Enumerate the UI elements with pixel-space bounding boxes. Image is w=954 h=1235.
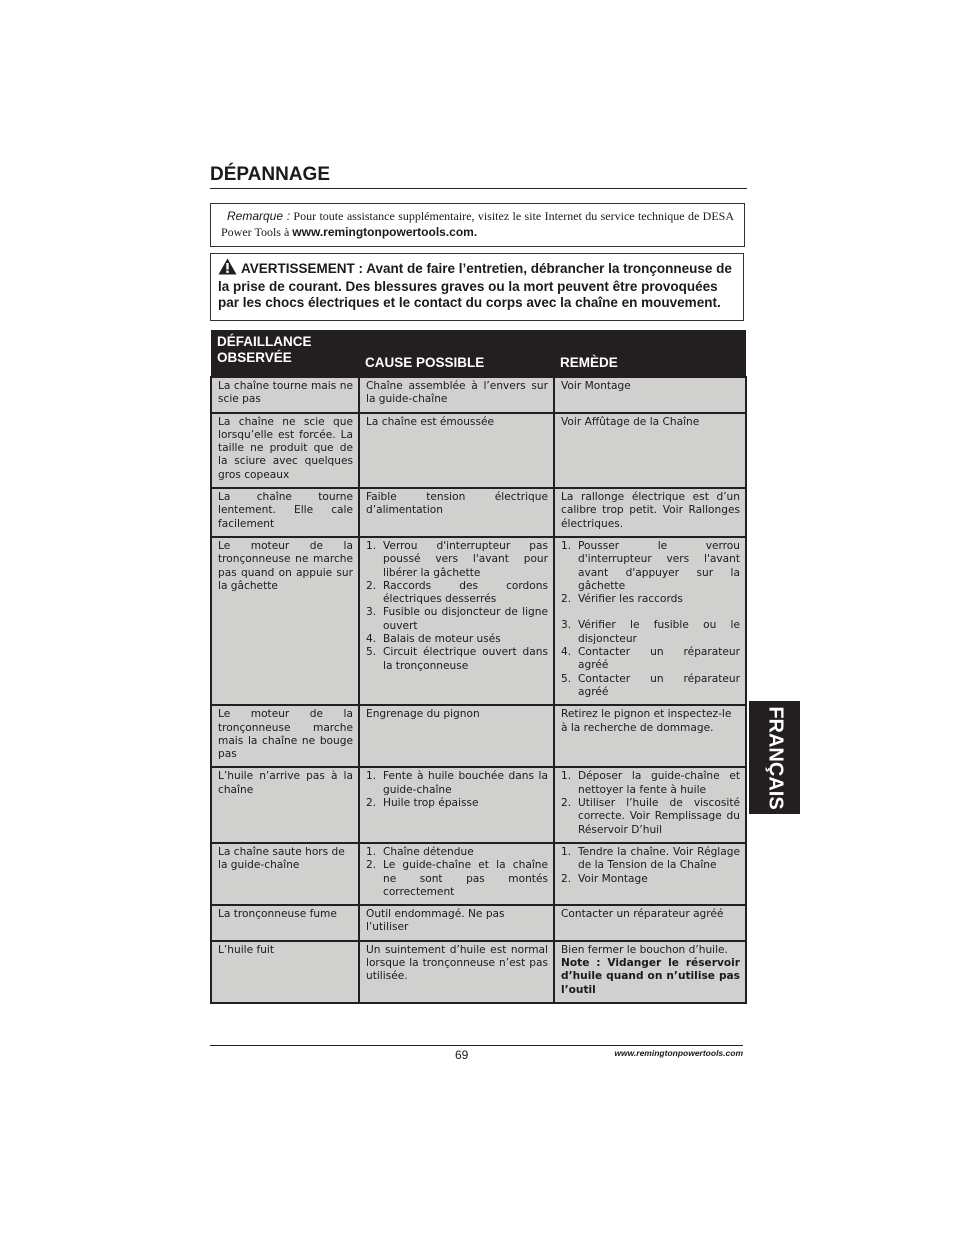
remede-cell (554, 843, 746, 905)
defaillance-cell: La chaîne tourne lentement. Elle cale facilement (211, 488, 359, 537)
language-label: FRANÇAIS (764, 705, 786, 810)
title-divider (210, 188, 747, 189)
remede-cell (554, 767, 746, 842)
defaillance-cell: L’huile fuit (211, 941, 359, 1003)
remede-cell (554, 537, 746, 705)
list-item: 1. Fente à huile bouchée dans la guide-chaîne (366, 770, 548, 796)
cause-cell (359, 767, 554, 842)
remede-text: Bien fermer le bouchon d’huile. (561, 943, 728, 956)
list-item: 2. Le guide-chaîne et la chaîne ne sont pas montés correctement (366, 859, 548, 898)
header-defaillance: DÉFAILLANCE OBSERVÉE (211, 330, 359, 377)
note-label: Remarque : (227, 209, 291, 223)
table-row (211, 377, 746, 413)
defaillance-cell: Le moteur de la tronçonneuse ne marche pas quand on appuie sur la gâchette (211, 537, 359, 705)
page-title: DÉPANNAGE (210, 164, 330, 185)
cause-cell: Outil endommagé. Ne pas l’utiliser (359, 905, 554, 941)
footer-divider (210, 1045, 743, 1046)
remede-note: Note : Vidanger le réservoir d’huile quand on n’utilise pas l’outil (561, 956, 740, 996)
cause-cell: Engrenage du pignon (359, 705, 554, 767)
list-item: 1. Verrou d'interrupteur pas poussé vers l'avant pour libérer la gâchette (366, 539, 548, 579)
header-remede: REMÈDE (554, 330, 746, 377)
list-item: 2. Voir Montage (561, 872, 648, 885)
table-row (211, 905, 746, 941)
defaillance-cell: La chaîne saute hors de la guide-chaîne (211, 843, 359, 905)
remede-cell (554, 941, 746, 1003)
list-item: 2. Huile trop épaisse (366, 797, 479, 810)
cause-cell: La chaîne est émoussée (359, 413, 554, 488)
list-item: 1. Tendre la chaîne. Voir Réglage de la Tension de la Chaîne (561, 845, 740, 872)
cause-cell (359, 537, 554, 705)
list-item: 5. Contacter un réparateur agréé (561, 672, 740, 698)
defaillance-cell: La chaîne tourne mais ne scie pas (211, 377, 359, 413)
table-row (211, 767, 746, 842)
warning-text: : Avant de faire l’entretien, débrancher la tronçonneuse de la prise de courant. Des blessures graves ou la mort peuvent être provoquées par les chocs électriques et le contact du corps avec la chaîne en mouvement. (218, 261, 732, 310)
remede-cell: La rallonge électrique est d’un calibre trop petit. Voir Rallonges électriques. (554, 488, 746, 537)
language-side-tab (749, 701, 800, 814)
warning-triangle-icon (218, 258, 237, 279)
note-url: www.remingtonpowertools.com. (292, 225, 478, 239)
remede-list (561, 770, 740, 836)
cause-list (366, 770, 548, 810)
remede-cell: Voir Montage (554, 377, 746, 413)
header-cause: CAUSE POSSIBLE (359, 330, 554, 377)
defaillance-cell: Le moteur de la tronçonneuse marche mais la chaîne ne bouge pas (211, 705, 359, 767)
cause-cell: Chaîne assemblée à l’envers sur la guide-chaîne (359, 377, 554, 413)
remede-cell: Contacter un réparateur agréé (554, 905, 746, 941)
cause-cell: Faible tension électrique d’alimentation (359, 488, 554, 537)
list-item: 2. Vérifier les raccords (561, 593, 683, 606)
table-row (211, 413, 746, 488)
list-item: 1. Chaîne détendue (366, 845, 474, 858)
remede-cell: Voir Affûtage de la Chaîne (554, 413, 746, 488)
table-row (211, 488, 746, 537)
list-item: 2. Raccords des cordons électriques desserrés (366, 579, 548, 606)
list-item: 4. Balais de moteur usés (366, 633, 501, 646)
list-item: 2. Utiliser l’huile de viscosité correcte. Voir Remplissage du Réservoir D’huil (561, 797, 740, 836)
cause-cell (359, 843, 554, 905)
troubleshooting-table (210, 330, 747, 1004)
table-header-row (211, 330, 746, 377)
list-item: 1. Pousser le verrou d'interrupteur vers l'avant avant d'appuyer sur la gâchette (561, 539, 740, 592)
defaillance-cell: L’huile n’arrive pas à la chaîne (211, 767, 359, 842)
remede-cell: Retirez le pignon et inspectez-le à la recherche de dommage. (554, 705, 746, 767)
table-row (211, 705, 746, 767)
list-item: 4. Contacter un réparateur agréé (561, 646, 740, 672)
defaillance-cell: La tronçonneuse fume (211, 905, 359, 941)
list-item: 5. Circuit électrique ouvert dans la tronçonneuse (366, 646, 548, 672)
cause-list (366, 846, 548, 899)
remede-list (561, 540, 740, 699)
warning-box (210, 253, 744, 321)
cause-list (366, 540, 548, 673)
footer-url: www.remingtonpowertools.com (614, 1048, 743, 1058)
table-row (211, 537, 746, 705)
list-item: 3. Vérifier le fusible ou le disjoncteur (561, 619, 740, 645)
note-text: Pour toute assistance supplémentaire, visitez le site Internet du service technique de DESA Power Tools à (221, 209, 734, 239)
table-row (211, 843, 746, 905)
page-number: 69 (455, 1048, 469, 1062)
cause-cell: Un suintement d’huile est normal lorsque la tronçonneuse n’est pas utilisée. (359, 941, 554, 1003)
note-box (210, 203, 745, 247)
list-item: 3. Fusible ou disjoncteur de ligne ouvert (366, 606, 548, 632)
list-item: 1. Déposer la guide-chaîne et nettoyer la fente à huile (561, 770, 740, 796)
defaillance-cell: La chaîne ne scie que lorsqu’elle est forcée. La taille ne produit que de la sciure avec quelques gros copeaux (211, 413, 359, 488)
warning-label: AVERTISSEMENT (241, 261, 355, 276)
remede-list (561, 846, 740, 886)
table-row (211, 941, 746, 1003)
